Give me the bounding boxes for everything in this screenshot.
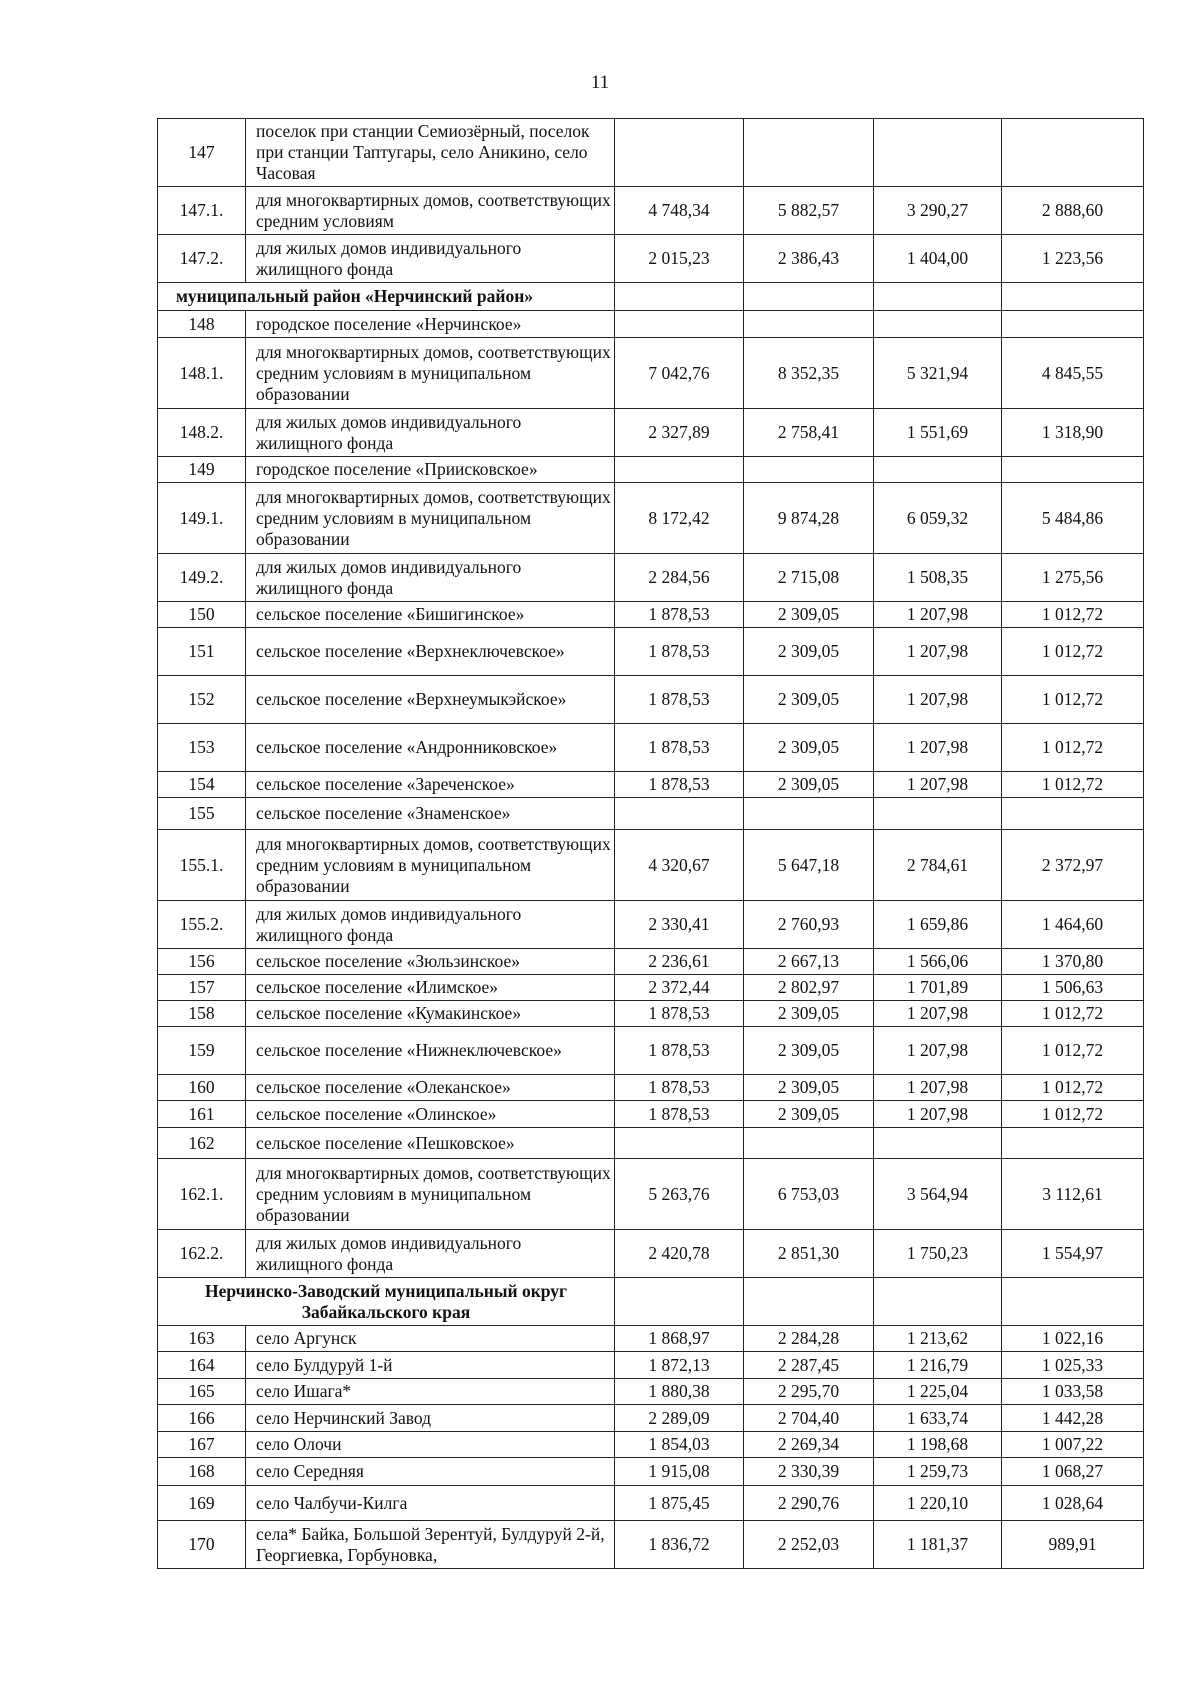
value-cell: 2 851,30 (744, 1230, 874, 1278)
value-cell: 1 508,35 (874, 554, 1002, 602)
value-cell (874, 119, 1002, 187)
table-row (158, 676, 1144, 724)
table-row (158, 830, 1144, 901)
row-name: поселок при станции Семиозёрный, поселок при станции Таптугары, село Аникино, село Часовая (246, 119, 615, 187)
table-row (158, 554, 1144, 602)
value-cell: 5 484,86 (1002, 483, 1144, 554)
value-cell: 1 878,53 (615, 1101, 744, 1128)
table-row (158, 975, 1144, 1001)
value-cell: 1 213,62 (874, 1326, 1002, 1352)
value-cell: 2 309,05 (744, 1027, 874, 1075)
value-cell: 1 033,58 (1002, 1379, 1144, 1405)
table-row (158, 1458, 1144, 1486)
value-cell: 1 207,98 (874, 1075, 1002, 1101)
value-cell: 2 309,05 (744, 628, 874, 676)
value-cell: 1 878,53 (615, 1027, 744, 1075)
value-cell: 2 802,97 (744, 975, 874, 1001)
row-name: сельское поселение «Андронниковское» (246, 724, 615, 772)
table-row (158, 1101, 1144, 1128)
value-cell: 1 207,98 (874, 676, 1002, 724)
value-cell: 1 750,23 (874, 1230, 1002, 1278)
page-number: 11 (590, 72, 610, 93)
table-row (158, 1486, 1144, 1521)
value-cell: 1 028,64 (1002, 1486, 1144, 1521)
value-cell: 2 289,09 (615, 1405, 744, 1432)
value-cell (874, 798, 1002, 830)
value-cell (874, 1128, 1002, 1159)
row-number: 166 (158, 1405, 246, 1432)
row-name: для многоквартирных домов, соответствующих средним условиям в муниципальном образовании (246, 483, 615, 554)
row-number: 160 (158, 1075, 246, 1101)
value-cell: 3 290,27 (874, 187, 1002, 235)
value-cell: 1 566,06 (874, 949, 1002, 975)
value-cell: 1 506,63 (1002, 975, 1144, 1001)
value-cell: 1 878,53 (615, 1075, 744, 1101)
value-cell: 6 753,03 (744, 1159, 874, 1230)
table-row (158, 119, 1144, 187)
value-cell: 1 207,98 (874, 628, 1002, 676)
value-cell (874, 311, 1002, 338)
row-number: 147.1. (158, 187, 246, 235)
row-name: для жилых домов индивидуального жилищного фонда (246, 235, 615, 283)
row-number: 162.1. (158, 1159, 246, 1230)
value-cell (874, 1278, 1002, 1326)
row-name: сельское поселение «Кумакинское» (246, 1001, 615, 1027)
table-row (158, 1432, 1144, 1458)
value-cell: 1 880,38 (615, 1379, 744, 1405)
value-cell: 2 715,08 (744, 554, 874, 602)
value-cell: 989,91 (1002, 1521, 1144, 1569)
table-row (158, 1405, 1144, 1432)
row-name: село Булдуруй 1-й (246, 1352, 615, 1379)
value-cell: 1 012,72 (1002, 602, 1144, 628)
value-cell: 1 836,72 (615, 1521, 744, 1569)
value-cell: 1 464,60 (1002, 901, 1144, 949)
table-row (158, 483, 1144, 554)
value-cell: 1 012,72 (1002, 1001, 1144, 1027)
value-cell: 1 220,10 (874, 1486, 1002, 1521)
value-cell: 1 022,16 (1002, 1326, 1144, 1352)
value-cell (874, 457, 1002, 483)
row-name: сельское поселение «Зареченское» (246, 772, 615, 798)
table-row (158, 409, 1144, 457)
table-row (158, 1230, 1144, 1278)
table-row (158, 798, 1144, 830)
row-number: 155.1. (158, 830, 246, 901)
value-cell: 5 882,57 (744, 187, 874, 235)
value-cell: 2 309,05 (744, 676, 874, 724)
value-cell: 2 330,41 (615, 901, 744, 949)
value-cell: 5 263,76 (615, 1159, 744, 1230)
value-cell: 6 059,32 (874, 483, 1002, 554)
value-cell: 2 667,13 (744, 949, 874, 975)
value-cell: 2 284,56 (615, 554, 744, 602)
value-cell: 2 760,93 (744, 901, 874, 949)
value-cell: 1 207,98 (874, 772, 1002, 798)
value-cell (874, 283, 1002, 311)
row-name: села* Байка, Большой Зерентуй, Булдуруй 2-й, Георгиевка, Горбуновка, (246, 1521, 615, 1569)
value-cell: 2 784,61 (874, 830, 1002, 901)
value-cell (1002, 1128, 1144, 1159)
value-cell: 1 012,72 (1002, 628, 1144, 676)
value-cell: 1 207,98 (874, 602, 1002, 628)
value-cell (744, 1128, 874, 1159)
value-cell: 1 878,53 (615, 772, 744, 798)
value-cell (744, 311, 874, 338)
value-cell: 8 172,42 (615, 483, 744, 554)
row-name: село Олочи (246, 1432, 615, 1458)
value-cell: 2 309,05 (744, 772, 874, 798)
value-cell: 1 223,56 (1002, 235, 1144, 283)
value-cell: 1 872,13 (615, 1352, 744, 1379)
value-cell: 1 259,73 (874, 1458, 1002, 1486)
value-cell: 4 748,34 (615, 187, 744, 235)
table-row (158, 1001, 1144, 1027)
value-cell: 2 330,39 (744, 1458, 874, 1486)
value-cell: 2 758,41 (744, 409, 874, 457)
row-number: 168 (158, 1458, 246, 1486)
table-row (158, 1521, 1144, 1569)
row-number: 153 (158, 724, 246, 772)
value-cell: 1 012,72 (1002, 676, 1144, 724)
value-cell: 1 275,56 (1002, 554, 1144, 602)
value-cell: 1 404,00 (874, 235, 1002, 283)
value-cell (615, 1278, 744, 1326)
row-number: 148 (158, 311, 246, 338)
table-row (158, 1128, 1144, 1159)
row-number: 151 (158, 628, 246, 676)
value-cell: 2 290,76 (744, 1486, 874, 1521)
row-number: 157 (158, 975, 246, 1001)
row-name: сельское поселение «Илимское» (246, 975, 615, 1001)
value-cell: 1 551,69 (874, 409, 1002, 457)
row-number: 158 (158, 1001, 246, 1027)
value-cell (1002, 283, 1144, 311)
value-cell: 2 309,05 (744, 1001, 874, 1027)
row-number: 149.2. (158, 554, 246, 602)
row-number: 164 (158, 1352, 246, 1379)
value-cell: 1 878,53 (615, 676, 744, 724)
row-name: село Нерчинский Завод (246, 1405, 615, 1432)
section-title: муниципальный район «Нерчинский район» (158, 283, 615, 311)
value-cell: 1 633,74 (874, 1405, 1002, 1432)
row-number: 163 (158, 1326, 246, 1352)
row-number: 155 (158, 798, 246, 830)
value-cell: 2 372,97 (1002, 830, 1144, 901)
row-name: сельское поселение «Зюльзинское» (246, 949, 615, 975)
value-cell: 1 207,98 (874, 724, 1002, 772)
value-cell: 2 704,40 (744, 1405, 874, 1432)
value-cell: 1 012,72 (1002, 1101, 1144, 1128)
table-row (158, 1027, 1144, 1075)
row-name: для многоквартирных домов, соответствующих средним условиям в муниципальном образовании (246, 830, 615, 901)
row-name: сельское поселение «Нижнеключевское» (246, 1027, 615, 1075)
value-cell (1002, 119, 1144, 187)
value-cell: 2 236,61 (615, 949, 744, 975)
table-row (158, 949, 1144, 975)
section-header-row (158, 283, 1144, 311)
value-cell: 1 198,68 (874, 1432, 1002, 1458)
row-number: 170 (158, 1521, 246, 1569)
value-cell: 9 874,28 (744, 483, 874, 554)
value-cell (744, 283, 874, 311)
row-name: городское поселение «Приисковское» (246, 457, 615, 483)
value-cell: 7 042,76 (615, 338, 744, 409)
value-cell: 1 225,04 (874, 1379, 1002, 1405)
value-cell: 1 181,37 (874, 1521, 1002, 1569)
value-cell (615, 798, 744, 830)
row-name: для многоквартирных домов, соответствующих средним условиям (246, 187, 615, 235)
row-number: 162.2. (158, 1230, 246, 1278)
value-cell: 1 915,08 (615, 1458, 744, 1486)
row-name: село Чалбучи-Килга (246, 1486, 615, 1521)
table-row (158, 1326, 1144, 1352)
value-cell: 1 207,98 (874, 1101, 1002, 1128)
value-cell: 2 269,34 (744, 1432, 874, 1458)
table-row (158, 457, 1144, 483)
row-number: 155.2. (158, 901, 246, 949)
value-cell: 1 854,03 (615, 1432, 744, 1458)
value-cell (1002, 1278, 1144, 1326)
value-cell: 2 309,05 (744, 1075, 874, 1101)
value-cell: 2 252,03 (744, 1521, 874, 1569)
value-cell: 2 888,60 (1002, 187, 1144, 235)
table-row (158, 1352, 1144, 1379)
row-name: сельское поселение «Олеканское» (246, 1075, 615, 1101)
row-name: село Ишага* (246, 1379, 615, 1405)
table-row (158, 772, 1144, 798)
value-cell: 1 875,45 (615, 1486, 744, 1521)
value-cell: 2 309,05 (744, 602, 874, 628)
value-cell: 1 878,53 (615, 1001, 744, 1027)
row-number: 162 (158, 1128, 246, 1159)
row-name: сельское поселение «Знаменское» (246, 798, 615, 830)
section-title: Нерчинско-Заводский муниципальный округ Забайкальского края (158, 1278, 615, 1326)
row-number: 147 (158, 119, 246, 187)
table-row (158, 724, 1144, 772)
value-cell (615, 1128, 744, 1159)
value-cell: 1 012,72 (1002, 724, 1144, 772)
row-number: 148.2. (158, 409, 246, 457)
table-row (158, 901, 1144, 949)
value-cell: 1 878,53 (615, 628, 744, 676)
table-row (158, 187, 1144, 235)
value-cell (615, 457, 744, 483)
value-cell (744, 119, 874, 187)
value-cell (1002, 457, 1144, 483)
value-cell: 5 647,18 (744, 830, 874, 901)
table-row (158, 235, 1144, 283)
value-cell: 3 112,61 (1002, 1159, 1144, 1230)
row-number: 148.1. (158, 338, 246, 409)
row-number: 156 (158, 949, 246, 975)
table-row (158, 1075, 1144, 1101)
value-cell (744, 457, 874, 483)
row-name: для жилых домов индивидуального жилищного фонда (246, 901, 615, 949)
row-number: 147.2. (158, 235, 246, 283)
value-cell: 1 012,72 (1002, 772, 1144, 798)
section-header-row (158, 1278, 1144, 1326)
value-cell: 1 878,53 (615, 602, 744, 628)
row-name: для многоквартирных домов, соответствующих средним условиям в муниципальном образовании (246, 338, 615, 409)
row-number: 159 (158, 1027, 246, 1075)
row-name: сельское поселение «Олинское» (246, 1101, 615, 1128)
value-cell (744, 798, 874, 830)
value-cell: 1 701,89 (874, 975, 1002, 1001)
value-cell: 1 554,97 (1002, 1230, 1144, 1278)
row-number: 165 (158, 1379, 246, 1405)
row-number: 149.1. (158, 483, 246, 554)
row-name: село Аргунск (246, 1326, 615, 1352)
value-cell: 1 318,90 (1002, 409, 1144, 457)
value-cell: 1 068,27 (1002, 1458, 1144, 1486)
value-cell: 2 309,05 (744, 724, 874, 772)
table-row (158, 1379, 1144, 1405)
value-cell: 4 320,67 (615, 830, 744, 901)
table-row (158, 338, 1144, 409)
value-cell: 1 207,98 (874, 1027, 1002, 1075)
row-name: сельское поселение «Верхнеключевское» (246, 628, 615, 676)
row-name: для жилых домов индивидуального жилищного фонда (246, 1230, 615, 1278)
value-cell: 1 878,53 (615, 724, 744, 772)
value-cell (1002, 798, 1144, 830)
row-number: 150 (158, 602, 246, 628)
table-row (158, 1159, 1144, 1230)
value-cell: 2 287,45 (744, 1352, 874, 1379)
row-name: сельское поселение «Верхнеумыкэйское» (246, 676, 615, 724)
value-cell (744, 1278, 874, 1326)
value-cell: 2 420,78 (615, 1230, 744, 1278)
tariff-table (157, 118, 1144, 1569)
value-cell: 1 868,97 (615, 1326, 744, 1352)
value-cell: 2 309,05 (744, 1101, 874, 1128)
value-cell: 3 564,94 (874, 1159, 1002, 1230)
value-cell: 1 012,72 (1002, 1075, 1144, 1101)
table-row (158, 628, 1144, 676)
value-cell: 1 025,33 (1002, 1352, 1144, 1379)
value-cell: 1 442,28 (1002, 1405, 1144, 1432)
value-cell: 2 372,44 (615, 975, 744, 1001)
value-cell: 1 007,22 (1002, 1432, 1144, 1458)
row-name: село Середняя (246, 1458, 615, 1486)
value-cell: 2 327,89 (615, 409, 744, 457)
value-cell: 4 845,55 (1002, 338, 1144, 409)
value-cell: 2 295,70 (744, 1379, 874, 1405)
row-number: 154 (158, 772, 246, 798)
value-cell: 2 015,23 (615, 235, 744, 283)
value-cell (615, 311, 744, 338)
value-cell: 2 284,28 (744, 1326, 874, 1352)
row-name: сельское поселение «Бишигинское» (246, 602, 615, 628)
row-number: 169 (158, 1486, 246, 1521)
table-row (158, 311, 1144, 338)
value-cell: 1 659,86 (874, 901, 1002, 949)
value-cell: 2 386,43 (744, 235, 874, 283)
row-name: городское поселение «Нерчинское» (246, 311, 615, 338)
value-cell (615, 283, 744, 311)
value-cell: 1 216,79 (874, 1352, 1002, 1379)
value-cell: 8 352,35 (744, 338, 874, 409)
value-cell (615, 119, 744, 187)
row-name: для жилых домов индивидуального жилищного фонда (246, 554, 615, 602)
row-name: для жилых домов индивидуального жилищного фонда (246, 409, 615, 457)
value-cell: 1 012,72 (1002, 1027, 1144, 1075)
row-number: 167 (158, 1432, 246, 1458)
table-row (158, 602, 1144, 628)
row-number: 152 (158, 676, 246, 724)
row-number: 149 (158, 457, 246, 483)
row-name: для многоквартирных домов, соответствующих средним условиям в муниципальном образовании (246, 1159, 615, 1230)
value-cell: 1 207,98 (874, 1001, 1002, 1027)
value-cell: 1 370,80 (1002, 949, 1144, 975)
value-cell: 5 321,94 (874, 338, 1002, 409)
row-number: 161 (158, 1101, 246, 1128)
row-name: сельское поселение «Пешковское» (246, 1128, 615, 1159)
value-cell (1002, 311, 1144, 338)
